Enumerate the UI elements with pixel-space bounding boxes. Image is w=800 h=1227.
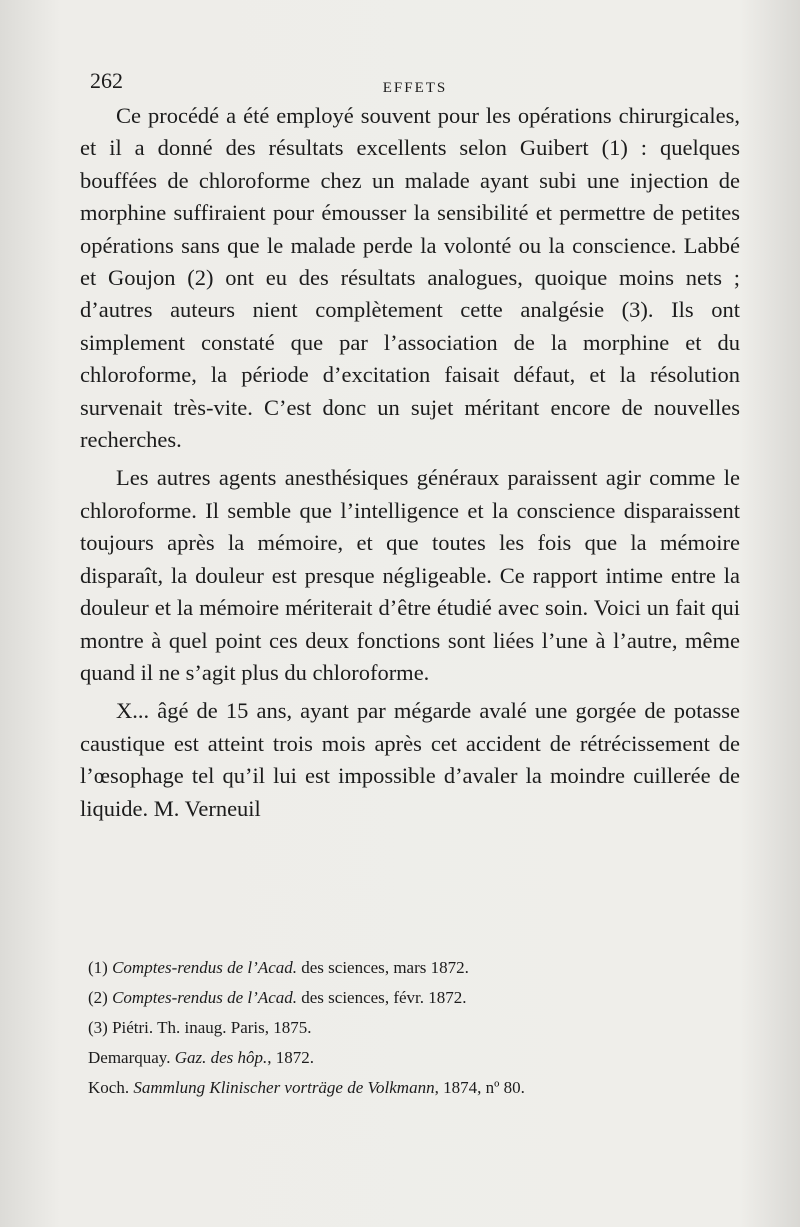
footnote: Demarquay. Gaz. des hôp., 1872. <box>88 1048 315 1067</box>
body-text <box>80 100 740 831</box>
footnote: (1) Comptes-rendus de l’Acad. des sciences, mars 1872. <box>88 958 469 977</box>
paragraph: Ce procédé a été employé souvent pour les opérations chirurgicales, et il a donné des résultats excellents selon Guibert (1) : quelques bouffées de chloroforme chez un malade ayant subi une injection de morphine suffiraient pour émousser la sensibilité et permettre de petites opérations sans que le malade perde la volonté ou la conscience. Labbé et Goujon (2) ont eu des résultats analogues, quoique moins nets ; d’autres auteurs nient complètement cette analgésie (3). Ils ont simplement constaté que par l’association de la morphine et du chloroforme, la période d’excitation faisait défaut, et la résolution survenait très-vite. C’est donc un sujet méritant encore de nouvelles recherches. <box>80 103 740 453</box>
footnotes <box>88 953 748 1103</box>
footnote: Koch. Sammlung Klinischer vorträge de Volkmann, 1874, nº 80. <box>88 1078 525 1097</box>
footnote: (3) Piétri. Th. inaug. Paris, 1875. <box>88 1018 312 1037</box>
page-number: 262 <box>90 68 123 93</box>
paragraph: Les autres agents anesthésiques généraux paraissent agir comme le chloroforme. Il semble que l’intelligence et la conscience disparaissent toujours après la mémoire, et que toutes les fois que la mémoire disparaît, la douleur est presque négligeable. Ce rapport intime entre la douleur et la mémoire mériterait d’être étudié avec soin. Voici un fait qui montre à quel point ces deux fonctions sont liées l’une à l’autre, même quand il ne s’agit plus du chloroforme. <box>80 465 740 685</box>
page-header <box>90 68 740 98</box>
running-title: EFFETS <box>382 80 448 96</box>
footnote: (2) Comptes-rendus de l’Acad. des sciences, févr. 1872. <box>88 988 467 1007</box>
paragraph: X... âgé de 15 ans, ayant par mégarde avalé une gorgée de potasse caustique est atteint trois mois après cet accident de rétrécissement de l’œsophage tel qu’il lui est impossible d’avaler la moindre cuillerée de liquide. M. Verneuil <box>80 698 740 821</box>
